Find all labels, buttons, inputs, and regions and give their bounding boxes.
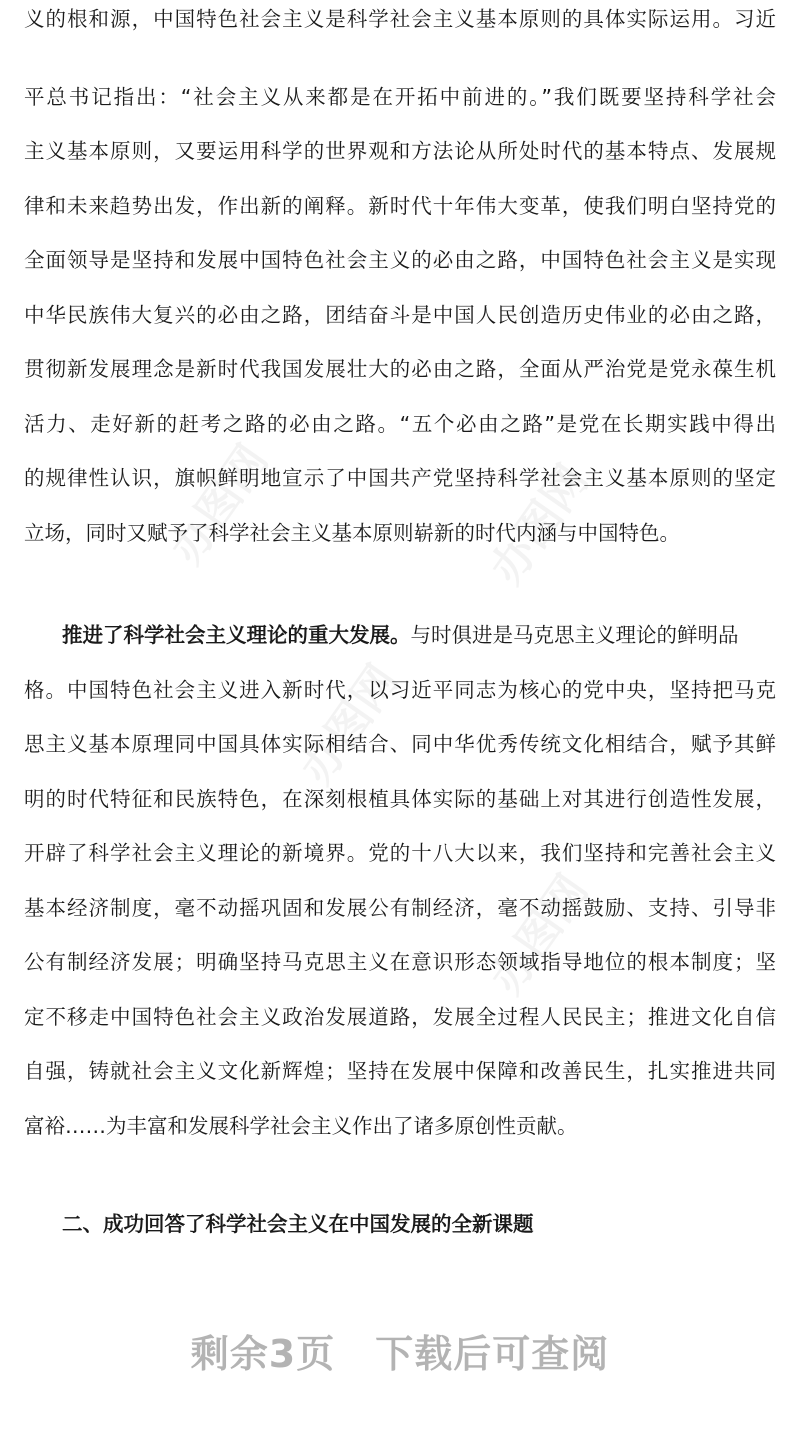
paragraph-2-first-line bbox=[24, 608, 776, 663]
section-heading: 二、成功回答了科学社会主义在中国发展的全新课题 bbox=[62, 1212, 534, 1236]
text-line: 自强，铸就社会主义文化新辉煌；坚持在发展中保障和改善民生，扎实推进共同 bbox=[24, 1059, 776, 1083]
paragraph-lead: 推进了科学社会主义理论的重大发展。 bbox=[62, 623, 411, 647]
text-line: 立场，同时又赋予了科学社会主义基本原则崭新的时代内涵与中国特色。 bbox=[24, 520, 680, 545]
text-line: 活力、走好新的赶考之路的必由之路。“五个必由之路”是党在长期实践中得出 bbox=[24, 411, 776, 436]
text-line: 明的时代特征和民族特色，在深刻根植具体实际的基础上对其进行创造性发展， bbox=[24, 786, 776, 811]
paragraph-2-first-line-rest: 与时俱进是马克思主义理论的鲜明品 bbox=[410, 623, 739, 647]
text-line: 律和未来趋势出发，作出新的阐释。新时代十年伟大变革，使我们明白坚持党的 bbox=[24, 193, 776, 218]
text-line: 富裕……为丰富和发展科学社会主义作出了诸多原创性贡献。 bbox=[24, 1113, 578, 1138]
text-line: 贯彻新发展理念是新时代我国发展壮大的必由之路，全面从严治党是党永葆生机 bbox=[24, 357, 776, 381]
text-line: 思主义基本原理同中国具体实际相结合、同中华优秀传统文化相结合，赋予其鲜 bbox=[24, 732, 776, 756]
remaining-pages-label: 剩余3页 bbox=[190, 1332, 336, 1376]
text-line: 义的根和源，中国特色社会主义是科学社会主义基本原则的具体实际运用。习近 bbox=[24, 7, 776, 31]
text-line: 定不移走中国特色社会主义政治发展道路，发展全过程人民民主；推进文化自信 bbox=[24, 1004, 776, 1029]
paragraph-2 bbox=[24, 608, 776, 1153]
text-line: 基本经济制度，毫不动摇巩固和发展公有制经济，毫不动摇鼓励、支持、引导非 bbox=[24, 895, 776, 920]
text-line: 主义基本原则，又要运用科学的世界观和方法论从所处时代的基本特点、发展规 bbox=[24, 139, 776, 163]
text-line: 平总书记指出：“社会主义从来都是在开拓中前进的。”我们既要坚持科学社会 bbox=[24, 84, 776, 109]
text-line: 全面领导是坚持和发展中国特色社会主义的必由之路，中国特色社会主义是实现 bbox=[24, 248, 776, 272]
paragraph-1 bbox=[24, 0, 776, 560]
text-line: 中华民族伟大复兴的必由之路，团结奋斗是中国人民创造历史伟业的必由之路， bbox=[24, 302, 776, 327]
download-prompt[interactable] bbox=[0, 1324, 800, 1384]
text-line: 公有制经济发展；明确坚持马克思主义在意识形态领域指导地位的根本制度；坚 bbox=[24, 950, 776, 974]
text-line: 的规律性认识，旗帜鲜明地宣示了中国共产党坚持科学社会主义基本原则的坚定 bbox=[24, 466, 776, 490]
download-to-view-label: 下载后可查阅 bbox=[375, 1332, 610, 1376]
text-line: 格。中国特色社会主义进入新时代，以习近平同志为核心的党中央，坚持把马克 bbox=[24, 677, 776, 702]
text-line: 开辟了科学社会主义理论的新境界。党的十八大以来，我们坚持和完善社会主义 bbox=[24, 841, 776, 865]
